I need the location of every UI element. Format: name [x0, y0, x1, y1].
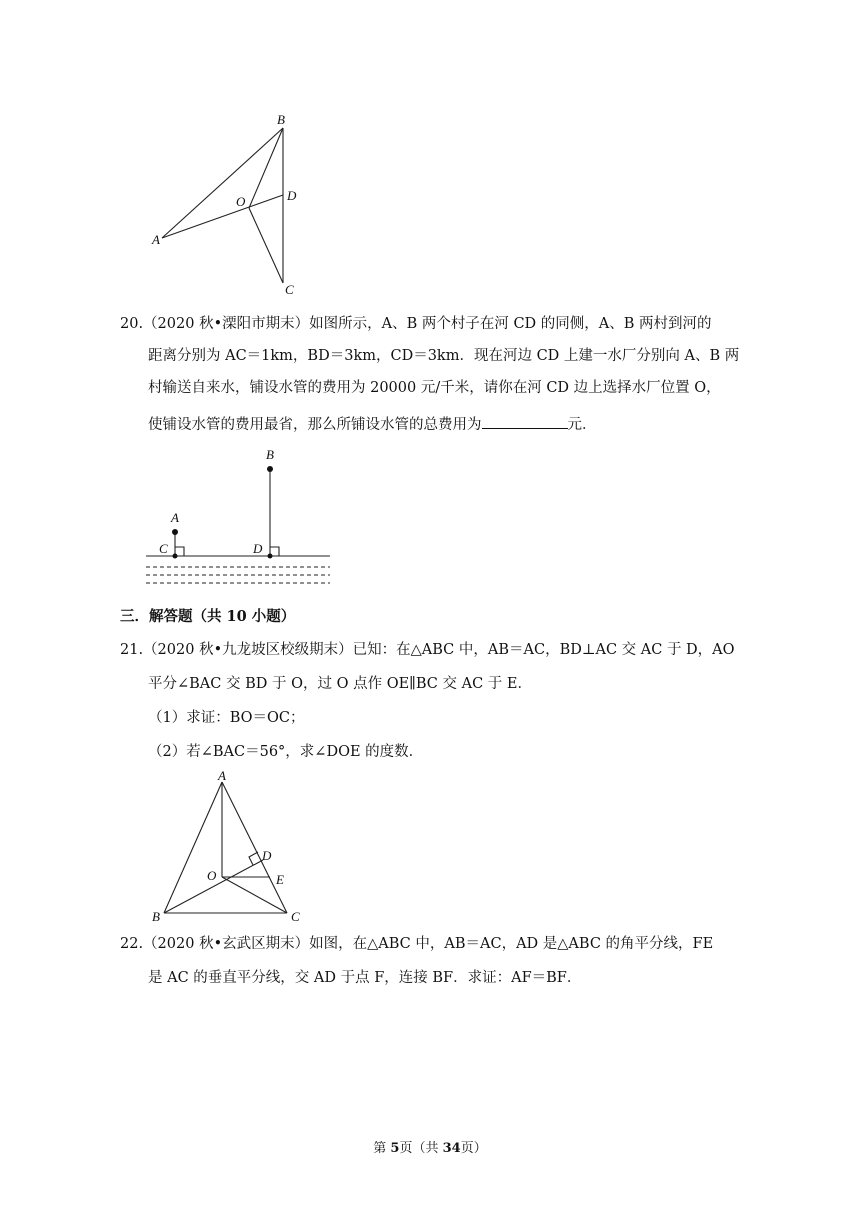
label-a: A [218, 770, 226, 783]
label-c: C [159, 541, 168, 556]
q21-line-1: 21.（2020 秋•九龙坡区校级期末）已知：在△ABC 中，AB＝AC，BD⊥AC 交 AC 于 D，AO [120, 642, 735, 658]
label-d: D [253, 541, 263, 556]
q22-line-1: 22.（2020 秋•玄武区期末）如图，在△ABC 中，AB＝AC，AD 是△ABC 的角平分线，FE [120, 936, 714, 952]
q20-line-2: 距离分别为 AC＝1km，BD＝3km，CD＝3km．现在河边 CD 上建一水厂分别向 A、B 两 [148, 348, 740, 364]
segment-ac [222, 782, 287, 913]
label-d: D [287, 188, 297, 203]
segment-ad [162, 195, 283, 238]
label-b: B [266, 447, 274, 462]
footer-suffix: 页） [460, 1141, 487, 1156]
q20-line-4 [148, 414, 848, 435]
footer-prefix: 第 [373, 1141, 391, 1156]
point-b [267, 466, 273, 472]
q20-line-4-end: 元． [567, 417, 597, 433]
figure-q20-svg [140, 444, 340, 589]
segment-ab [162, 128, 283, 238]
figure-q21-svg [140, 770, 320, 925]
q21-part-2: （2）若∠BAC＝56°，求∠DOE 的度数． [148, 744, 424, 760]
label-b: B [277, 112, 285, 127]
q21-line-2: 平分∠BAC 交 BD 于 O，过 O 点作 OE∥BC 交 AC 于 E． [148, 676, 532, 692]
point-d [268, 554, 273, 559]
label-c: C [291, 909, 300, 924]
q21-part-1: （1）求证：BO＝OC； [148, 710, 305, 726]
figure-q20 [140, 444, 340, 589]
q20-line-4-text: 使铺设水管的费用最省，那么所铺设水管的总费用为 [148, 417, 482, 433]
figure-q19-svg [140, 110, 310, 300]
answer-blank[interactable] [482, 414, 568, 429]
point-c [173, 554, 178, 559]
label-a: A [171, 510, 179, 525]
label-e: E [276, 872, 284, 887]
footer-total-pages: 34 [442, 1141, 461, 1156]
section-title: 三．解答题（共 10 小题） [120, 608, 296, 625]
segment-ab [164, 782, 222, 913]
segment-bo [249, 128, 283, 208]
label-c: C [285, 282, 294, 297]
footer-page-number: 5 [390, 1141, 400, 1156]
q20-line-1: 20.（2020 秋•溧阳市期末）如图所示，A、B 两个村子在河 CD 的同侧，A、B 两村到河的 [120, 316, 712, 332]
label-o: O [236, 194, 246, 209]
segment-oc [249, 208, 283, 283]
point-a [172, 529, 178, 535]
page-footer [0, 1140, 860, 1158]
label-b: B [152, 909, 160, 924]
label-a: A [152, 232, 160, 247]
q22-line-2: 是 AC 的垂直平分线，交 AD 于点 F，连接 BF．求证：AF＝BF． [148, 970, 582, 986]
q20-line-3: 村输送自来水，铺设水管的费用为 20000 元/千米，请你在河 CD 边上选择水厂位置 O， [148, 380, 721, 396]
figure-q21 [140, 770, 320, 925]
footer-middle: 页（共 [399, 1141, 443, 1156]
label-d: D [262, 848, 272, 863]
figure-q19 [140, 110, 310, 300]
label-o: O [207, 868, 217, 883]
